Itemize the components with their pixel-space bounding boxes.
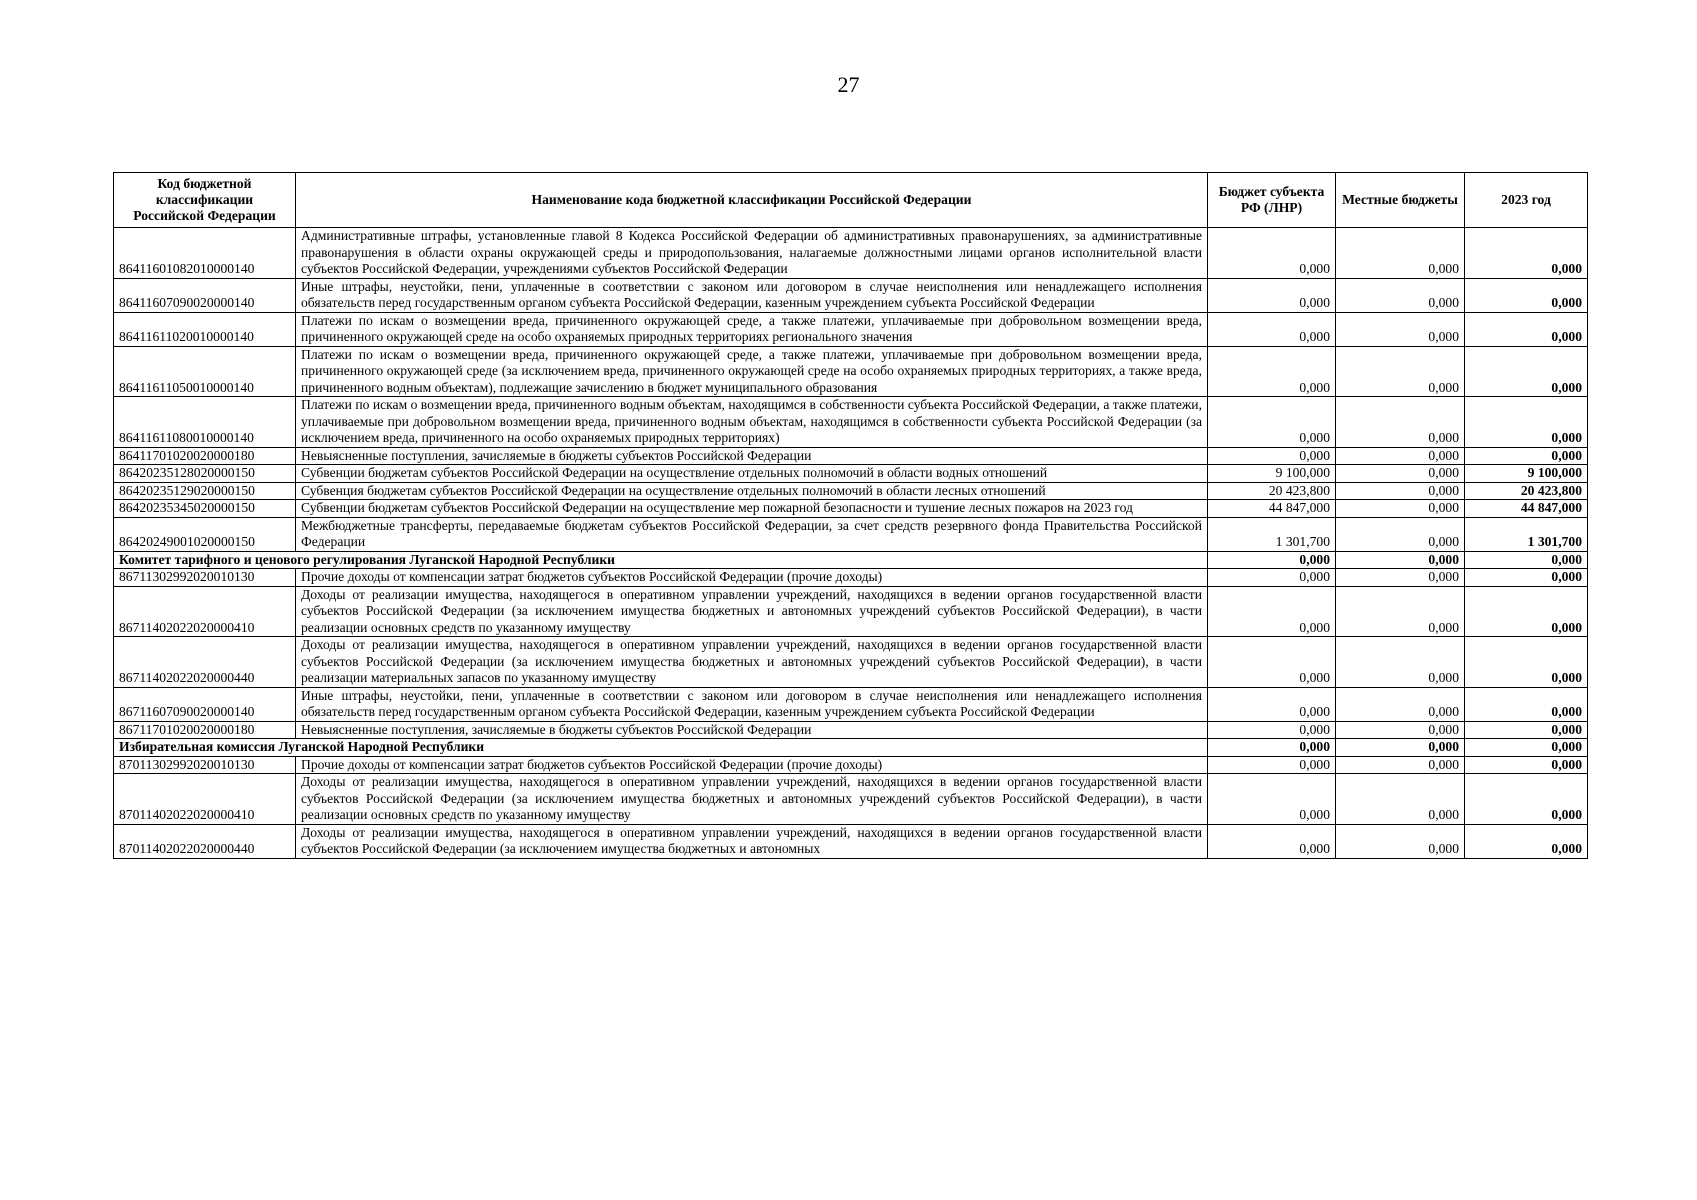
row-total-value: 0,000 (1465, 824, 1588, 858)
row-local-value: 0,000 (1336, 637, 1465, 688)
row-total-value: 0,000 (1465, 447, 1588, 465)
row-code: 86711607090020000140 (114, 687, 296, 721)
row-name: Прочие доходы от компенсации затрат бюджетов субъектов Российской Федерации (прочие доходы) (296, 756, 1208, 774)
table-row (114, 447, 1588, 465)
row-local-value: 0,000 (1336, 756, 1465, 774)
row-code: 86411611080010000140 (114, 397, 296, 448)
row-name: Доходы от реализации имущества, находящегося в оперативном управлении учреждений, находящихся в ведении органов государственной власти субъектов Российской Федерации (за исключением имущества бюджетных и автономных учреждений субъектов Российской Федерации), в части реализации материальных запасов по указанному имуществу (296, 637, 1208, 688)
table-row (114, 824, 1588, 858)
row-code: 86420235129020000150 (114, 482, 296, 500)
row-local-value: 0,000 (1336, 569, 1465, 587)
row-subject-value: 0,000 (1208, 687, 1336, 721)
row-total-value: 0,000 (1465, 586, 1588, 637)
header-local-budgets: Местные бюджеты (1336, 173, 1465, 228)
row-subject-value: 0,000 (1208, 228, 1336, 279)
row-subject-value: 0,000 (1208, 824, 1336, 858)
section-title: Комитет тарифного и ценового регулирования Луганской Народной Республики (114, 551, 1208, 569)
row-code: 86420235128020000150 (114, 465, 296, 483)
header-year-2023: 2023 год (1465, 173, 1588, 228)
section-total-value: 0,000 (1465, 739, 1588, 757)
row-subject-value: 0,000 (1208, 569, 1336, 587)
row-local-value: 0,000 (1336, 278, 1465, 312)
row-total-value: 0,000 (1465, 228, 1588, 279)
row-name: Доходы от реализации имущества, находящегося в оперативном управлении учреждений, находящихся в ведении органов государственной власти субъектов Российской Федерации (за исключением имущества бюджетных и автономных (296, 824, 1208, 858)
row-name: Межбюджетные трансферты, передаваемые бюджетам субъектов Российской Федерации, за счет средств резервного фонда Правительства Российской Федерации (296, 517, 1208, 551)
row-code: 86411611050010000140 (114, 346, 296, 397)
row-local-value: 0,000 (1336, 774, 1465, 825)
table-row (114, 517, 1588, 551)
row-subject-value: 0,000 (1208, 756, 1336, 774)
row-code: 86411601082010000140 (114, 228, 296, 279)
row-total-value: 1 301,700 (1465, 517, 1588, 551)
row-local-value: 0,000 (1336, 312, 1465, 346)
section-row (114, 739, 1588, 757)
row-total-value: 0,000 (1465, 774, 1588, 825)
row-code: 86711402022020000410 (114, 586, 296, 637)
table-row (114, 397, 1588, 448)
row-total-value: 0,000 (1465, 312, 1588, 346)
row-total-value: 0,000 (1465, 721, 1588, 739)
row-local-value: 0,000 (1336, 721, 1465, 739)
section-total-value: 0,000 (1465, 551, 1588, 569)
row-name: Платежи по искам о возмещении вреда, причиненного окружающей среде, а также платежи, уплачиваемые при добровольном возмещении вреда, причиненного окружающей среде на особо охраняемых природных территориях регионального значения (296, 312, 1208, 346)
row-code: 86411611020010000140 (114, 312, 296, 346)
table-row (114, 465, 1588, 483)
row-name: Платежи по искам о возмещении вреда, причиненного окружающей среде, а также платежи, уплачиваемые при добровольном возмещении вреда, причиненного окружающей среде (за исключением вреда, причиненного окружающей среде на особо охраняемых природных территориях, а также вреда, причиненного водным объектам), подлежащие зачислению в бюджет муниципального образования (296, 346, 1208, 397)
row-code: 86420249001020000150 (114, 517, 296, 551)
section-local-value: 0,000 (1336, 551, 1465, 569)
row-total-value: 0,000 (1465, 569, 1588, 587)
row-subject-value: 0,000 (1208, 586, 1336, 637)
section-subject-value: 0,000 (1208, 551, 1336, 569)
table-row (114, 586, 1588, 637)
table-header-row (114, 173, 1588, 228)
row-total-value: 0,000 (1465, 687, 1588, 721)
table-row (114, 500, 1588, 518)
row-local-value: 0,000 (1336, 228, 1465, 279)
header-name: Наименование кода бюджетной классификации Российской Федерации (296, 173, 1208, 228)
table-body (114, 228, 1588, 859)
table-row (114, 637, 1588, 688)
row-name: Административные штрафы, установленные главой 8 Кодекса Российской Федерации об административных правонарушениях, за административные правонарушения в области охраны окружающей среды и природопользования, налагаемые должностными лицами органов исполнительной власти субъектов Российской Федерации, учреждениями субъектов Российской Федерации (296, 228, 1208, 279)
row-total-value: 0,000 (1465, 397, 1588, 448)
row-subject-value: 0,000 (1208, 447, 1336, 465)
row-subject-value: 1 301,700 (1208, 517, 1336, 551)
row-total-value: 0,000 (1465, 756, 1588, 774)
row-subject-value: 0,000 (1208, 637, 1336, 688)
page-number: 27 (837, 72, 860, 97)
row-total-value: 0,000 (1465, 278, 1588, 312)
row-name: Иные штрафы, неустойки, пени, уплаченные в соответствии с законом или договором в случае неисполнения или ненадлежащего исполнения обязательств перед государственным органом субъекта Российской Федерации, казенным учреждением субъекта Российской Федерации (296, 687, 1208, 721)
row-local-value: 0,000 (1336, 482, 1465, 500)
table-row (114, 312, 1588, 346)
row-local-value: 0,000 (1336, 500, 1465, 518)
row-name: Субвенции бюджетам субъектов Российской Федерации на осуществление мер пожарной безопасности и тушение лесных пожаров на 2023 год (296, 500, 1208, 518)
row-code: 86411701020020000180 (114, 447, 296, 465)
table-row (114, 278, 1588, 312)
table-row (114, 774, 1588, 825)
row-local-value: 0,000 (1336, 687, 1465, 721)
row-local-value: 0,000 (1336, 465, 1465, 483)
row-code: 87011402022020000410 (114, 774, 296, 825)
row-name: Платежи по искам о возмещении вреда, причиненного водным объектам, находящимся в собственности субъекта Российской Федерации, а также платежи, уплачиваемые при добровольном возмещении вреда, причиненного водным объектам, находящимся в собственности субъекта Российской Федерации (за исключением вреда, причиненного на особо охраняемых природных территориях) (296, 397, 1208, 448)
row-subject-value: 0,000 (1208, 346, 1336, 397)
table-row (114, 721, 1588, 739)
table-row (114, 228, 1588, 279)
row-name: Субвенция бюджетам субъектов Российской Федерации на осуществление отдельных полномочий в области лесных отношений (296, 482, 1208, 500)
row-subject-value: 0,000 (1208, 397, 1336, 448)
row-code: 86711302992020010130 (114, 569, 296, 587)
section-local-value: 0,000 (1336, 739, 1465, 757)
row-subject-value: 0,000 (1208, 278, 1336, 312)
row-total-value: 0,000 (1465, 346, 1588, 397)
row-local-value: 0,000 (1336, 346, 1465, 397)
row-subject-value: 0,000 (1208, 721, 1336, 739)
row-name: Субвенции бюджетам субъектов Российской Федерации на осуществление отдельных полномочий в области водных отношений (296, 465, 1208, 483)
row-code: 86711701020020000180 (114, 721, 296, 739)
row-name: Прочие доходы от компенсации затрат бюджетов субъектов Российской Федерации (прочие доходы) (296, 569, 1208, 587)
table-row (114, 756, 1588, 774)
row-local-value: 0,000 (1336, 824, 1465, 858)
row-total-value: 20 423,800 (1465, 482, 1588, 500)
row-name: Доходы от реализации имущества, находящегося в оперативном управлении учреждений, находящихся в ведении органов государственной власти субъектов Российской Федерации (за исключением имущества бюджетных и автономных учреждений субъектов Российской Федерации), в части реализации основных средств по указанному имуществу (296, 586, 1208, 637)
table-row (114, 482, 1588, 500)
row-name: Доходы от реализации имущества, находящегося в оперативном управлении учреждений, находящихся в ведении органов государственной власти субъектов Российской Федерации (за исключением имущества бюджетных и автономных учреждений субъектов Российской Федерации), в части реализации основных средств по указанному имуществу (296, 774, 1208, 825)
budget-table (113, 172, 1588, 859)
table-row (114, 569, 1588, 587)
table-row (114, 687, 1588, 721)
section-title: Избирательная комиссия Луганской Народной Республики (114, 739, 1208, 757)
row-total-value: 9 100,000 (1465, 465, 1588, 483)
row-code: 86711402022020000440 (114, 637, 296, 688)
row-name: Невыясненные поступления, зачисляемые в бюджеты субъектов Российской Федерации (296, 721, 1208, 739)
row-local-value: 0,000 (1336, 447, 1465, 465)
row-name: Иные штрафы, неустойки, пени, уплаченные в соответствии с законом или договором в случае неисполнения или ненадлежащего исполнения обязательств перед государственным органом субъекта Российской Федерации, казенным учреждением субъекта Российской Федерации (296, 278, 1208, 312)
row-local-value: 0,000 (1336, 586, 1465, 637)
row-name: Невыясненные поступления, зачисляемые в бюджеты субъектов Российской Федерации (296, 447, 1208, 465)
header-subject-budget: Бюджет субъекта РФ (ЛНР) (1208, 173, 1336, 228)
section-row (114, 551, 1588, 569)
row-code: 87011302992020010130 (114, 756, 296, 774)
row-code: 87011402022020000440 (114, 824, 296, 858)
row-subject-value: 9 100,000 (1208, 465, 1336, 483)
row-local-value: 0,000 (1336, 397, 1465, 448)
table-row (114, 346, 1588, 397)
row-subject-value: 0,000 (1208, 312, 1336, 346)
row-subject-value: 0,000 (1208, 774, 1336, 825)
header-code: Код бюджетной классификации Российской Федерации (114, 173, 296, 228)
row-subject-value: 20 423,800 (1208, 482, 1336, 500)
row-code: 86411607090020000140 (114, 278, 296, 312)
row-local-value: 0,000 (1336, 517, 1465, 551)
row-total-value: 44 847,000 (1465, 500, 1588, 518)
row-total-value: 0,000 (1465, 637, 1588, 688)
row-subject-value: 44 847,000 (1208, 500, 1336, 518)
section-subject-value: 0,000 (1208, 739, 1336, 757)
row-code: 86420235345020000150 (114, 500, 296, 518)
